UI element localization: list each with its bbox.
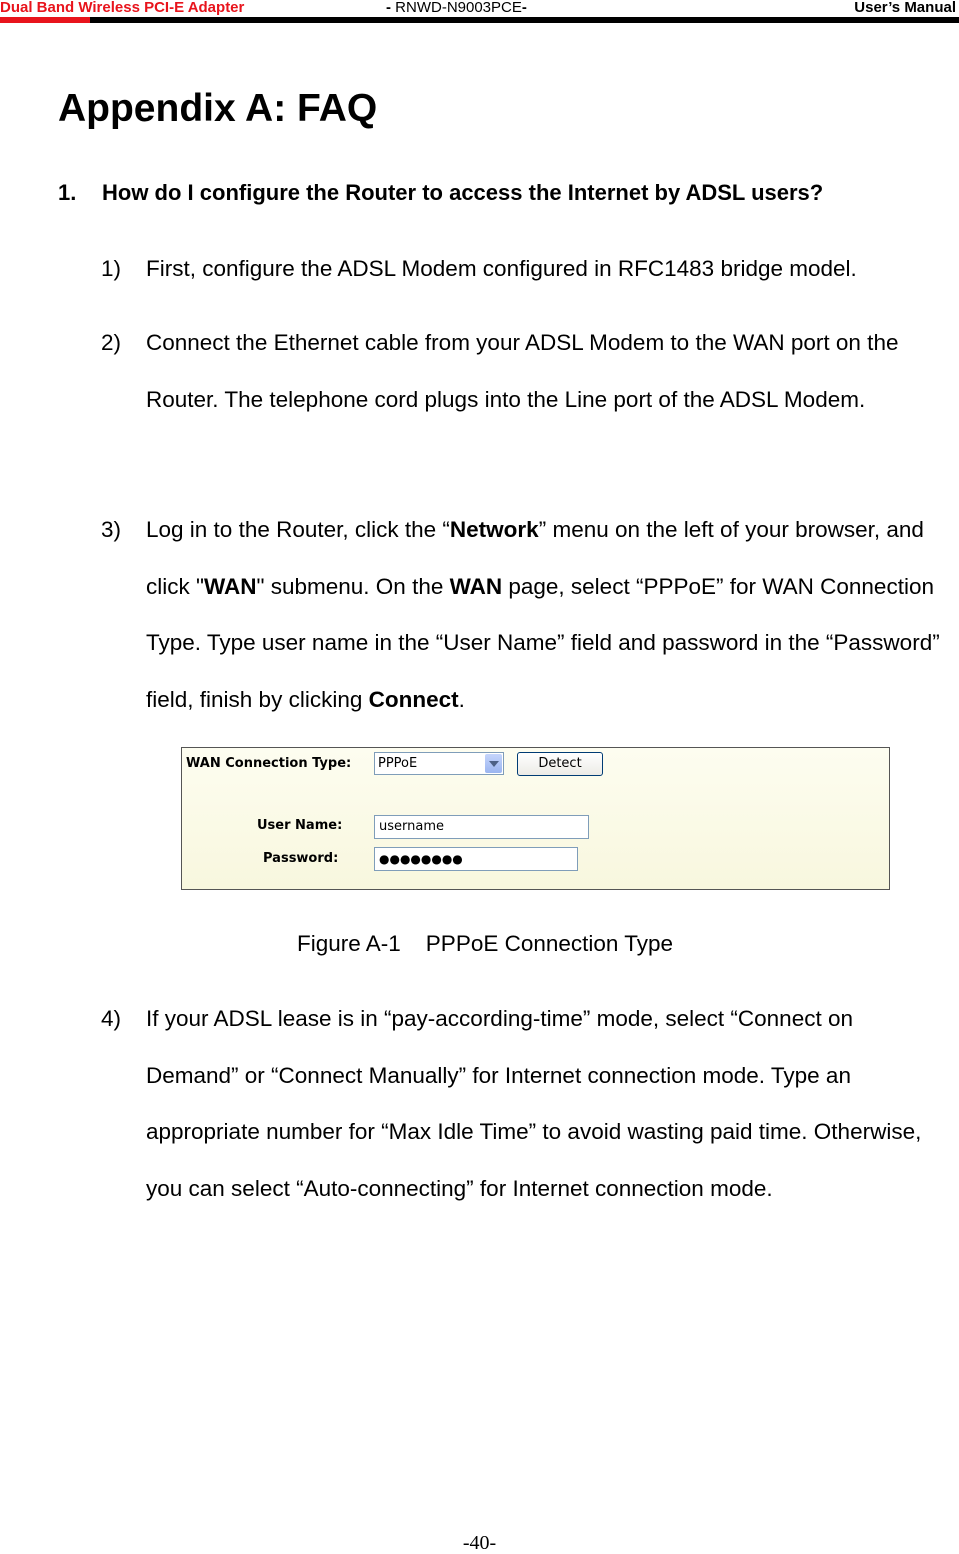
wan-type-select[interactable]: PPPoE	[374, 752, 504, 775]
page-header	[0, 0, 959, 26]
faq-question: 1. How do I configure the Router to access the Internet by ADSL users?	[58, 180, 824, 205]
chevron-down-icon[interactable]	[485, 754, 502, 773]
header-model: - RNWD-N9003PCE-	[386, 0, 527, 16]
header-rule-red	[0, 17, 90, 23]
wan-type-label: WAN Connection Type:	[186, 756, 352, 771]
detect-button[interactable]: Detect	[517, 752, 603, 776]
step-2: 2) Connect the Ethernet cable from your ADSL Modem to the WAN port on the Router. The telephone cord plugs into the Line port of the ADSL Modem.	[101, 330, 899, 412]
header-rule-black	[90, 17, 959, 23]
password-label: Password:	[263, 851, 339, 866]
header-manual: User’s Manual	[854, 0, 956, 16]
step-3: 3) Log in to the Router, click the “Network” menu on the left of your browser, and click "WAN" submenu. On the WAN page, select “PPPoE” for WAN Connection Type. Type user name in the “User Name” field and password in the “Password” field, finish by clicking Connect.	[101, 517, 940, 712]
step-4: 4) If your ADSL lease is in “pay-according-time” mode, select “Connect on Demand” or “Connect Manually” for Internet connection mode. Type an appropriate number for “Max Idle Time” to avoid wasting paid time. Otherwise, you can select “Auto-connecting” for Internet connection mode.	[101, 1006, 922, 1201]
header-product: Dual Band Wireless PCI-E Adapter	[0, 0, 245, 16]
step-1: 1) First, configure the ADSL Modem configured in RFC1483 bridge model.	[101, 256, 857, 281]
page-number: -40-	[462, 1532, 497, 1554]
pppoe-screenshot	[181, 747, 890, 890]
figure-caption: Figure A-1 PPPoE Connection Type	[297, 931, 674, 956]
username-input[interactable]: username	[374, 815, 589, 839]
username-label: User Name:	[257, 818, 343, 833]
password-input[interactable]: ●●●●●●●●	[374, 847, 578, 871]
appendix-title: Appendix A: FAQ	[58, 87, 378, 130]
